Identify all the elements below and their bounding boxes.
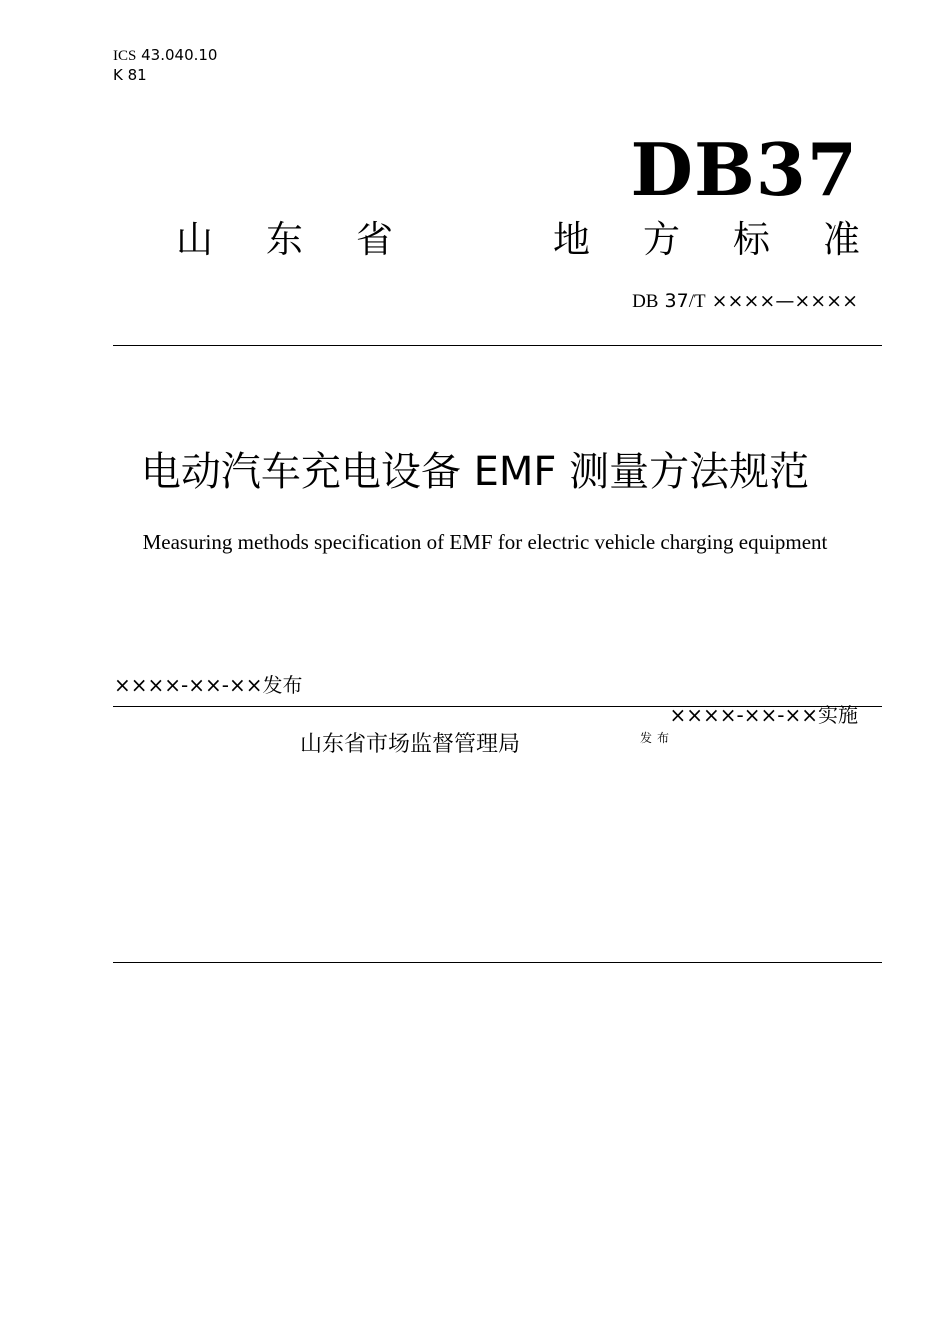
standard-type-char: 省	[356, 218, 393, 261]
ics-code-line	[113, 46, 217, 65]
document-title-english: Measuring methods specification of EMF for electric vehicle charging equipment	[142, 530, 828, 554]
standard-type-char: 方	[643, 218, 680, 261]
standard-type-char: 东	[266, 218, 303, 261]
standard-type-char: 地	[553, 218, 590, 261]
standard-type-heading	[176, 216, 860, 264]
ics-number: 43.040.10	[141, 46, 218, 64]
issue-date: ××××-××-××发布	[114, 673, 303, 697]
issue-action-label: 发布	[640, 731, 675, 745]
standard-type-char: 山	[176, 218, 213, 261]
standard-number-prefix: DB	[632, 291, 659, 312]
implementation-date: ××××-××-××实施	[669, 703, 858, 727]
ics-label: ICS	[113, 48, 137, 64]
bottom-divider	[113, 962, 882, 963]
standard-type-char: 准	[823, 218, 860, 261]
db-standard-logo: DB37	[630, 127, 858, 212]
spacer	[446, 216, 500, 264]
standard-number	[632, 288, 858, 315]
standard-type-char: 标	[733, 218, 770, 261]
standard-number-suffix: /T	[688, 291, 706, 312]
top-divider	[113, 345, 882, 346]
document-title-chinese: 电动汽车充电设备 EMF 测量方法规范	[140, 449, 810, 495]
standard-number-code: 37	[664, 290, 689, 312]
issuing-authority: 山东省市场监督管理局	[300, 732, 521, 757]
classification-code: K 81	[113, 66, 147, 84]
standard-number-placeholder: ××××—××××	[711, 290, 858, 312]
